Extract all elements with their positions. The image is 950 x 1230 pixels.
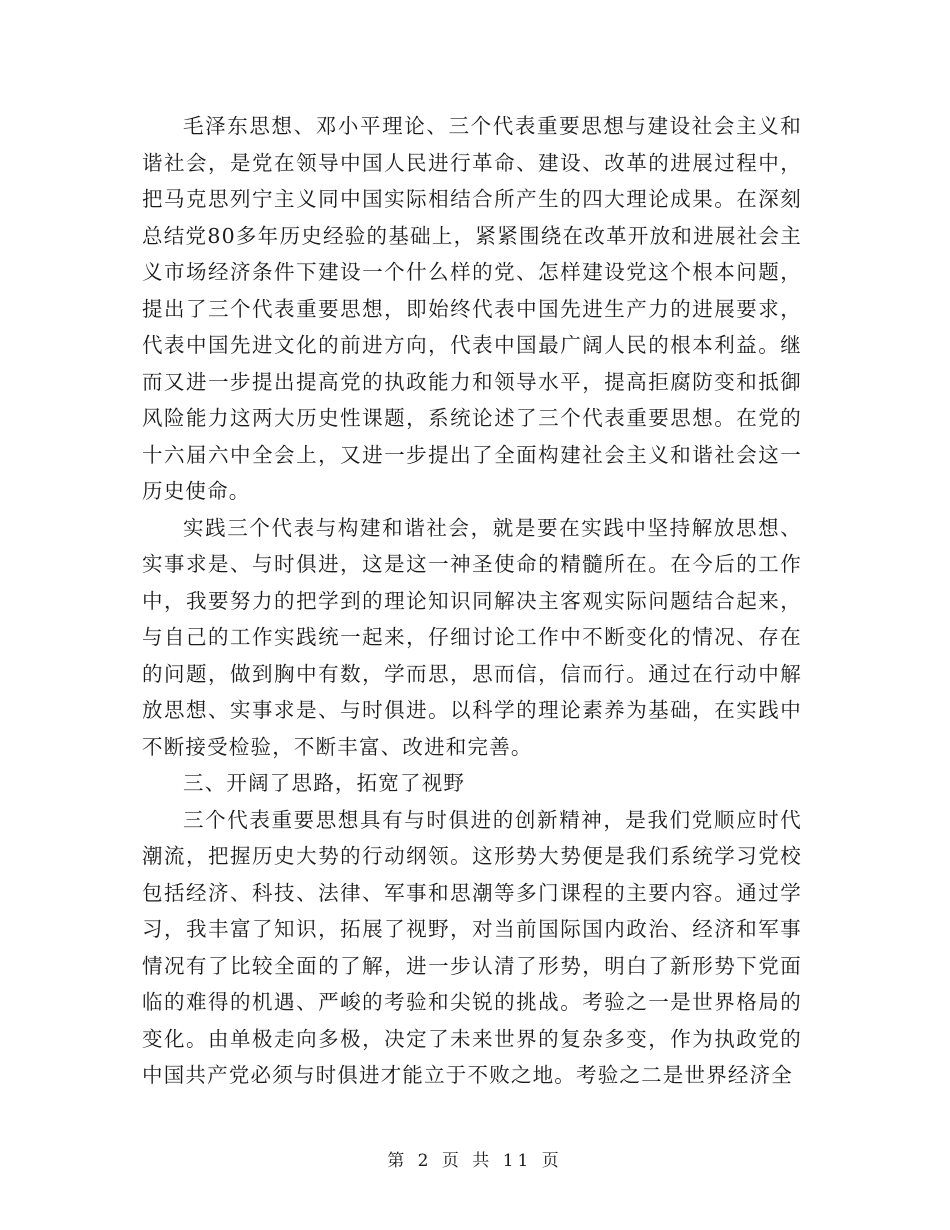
page-number-footer: 第 2 页 共 11 页	[387, 1151, 563, 1171]
paragraph-2: 实践三个代表与构建和谐社会，就是要在实践中坚持解放思想、实事求是、与时俱进，这是这一神圣使命的精髓所在。在今后的工作中，我要努力的把学到的理论知识同解决主客观实际问题结合起来，与自己的工作实践统一起来，仔细讨论工作中不断变化的情况、存在的问题，做到胸中有数，学而思，思而信，信而行。通过在行动中解放思想、实事求是、与时俱进。以科学的理论素养为基础，在实践中不断接受检验，不断丰富、改进和完善。	[142, 515, 802, 759]
section-heading: 三、开阔了思路，拓宽了视野	[183, 771, 466, 795]
paragraph-1: 毛泽东思想、邓小平理论、三个代表重要思想与建设社会主义和谐社会，是党在领导中国人民进行革命、建设、改革的进展过程中，把马克思列宁主义同中国实际相结合所产生的四大理论成果。在深刻总结党80多年历史经验的基础上，紧紧围绕在改革开放和进展社会主义市场经济条件下建设一个什么样的党、怎样建设党这个根本问题，提出了三个代表重要思想，即始终代表中国先进生产力的进展要求，代表中国先进文化的前进方向，代表中国最广阔人民的根本利益。继而又进一步提出提高党的执政能力和领导水平，提高拒腐防变和抵御风险能力这两大历史性课题，系统论述了三个代表重要思想。在党的十六届六中全会上，又进一步提出了全面构建社会主义和谐社会这一历史使命。	[142, 114, 802, 503]
paragraph-3: 三个代表重要思想具有与时俱进的创新精神，是我们党顺应时代潮流，把握历史大势的行动纲领。这形势大势便是我们系统学习党校包括经济、科技、法律、军事和思潮等多门课程的主要内容。通过学习，我丰富了知识，拓展了视野，对当前国际国内政治、经济和军事情况有了比较全面的了解，进一步认清了形势，明白了新形势下党面临的难得的机遇、严峻的考验和尖锐的挑战。考验之一是世界格局的变化。由单极走向多极，决定了未来世界的复杂多变，作为执政党的中国共产党必须与时俱进才能立于不败之地。考验之二是世界经济全	[142, 807, 802, 1087]
document-body	[142, 108, 802, 1094]
